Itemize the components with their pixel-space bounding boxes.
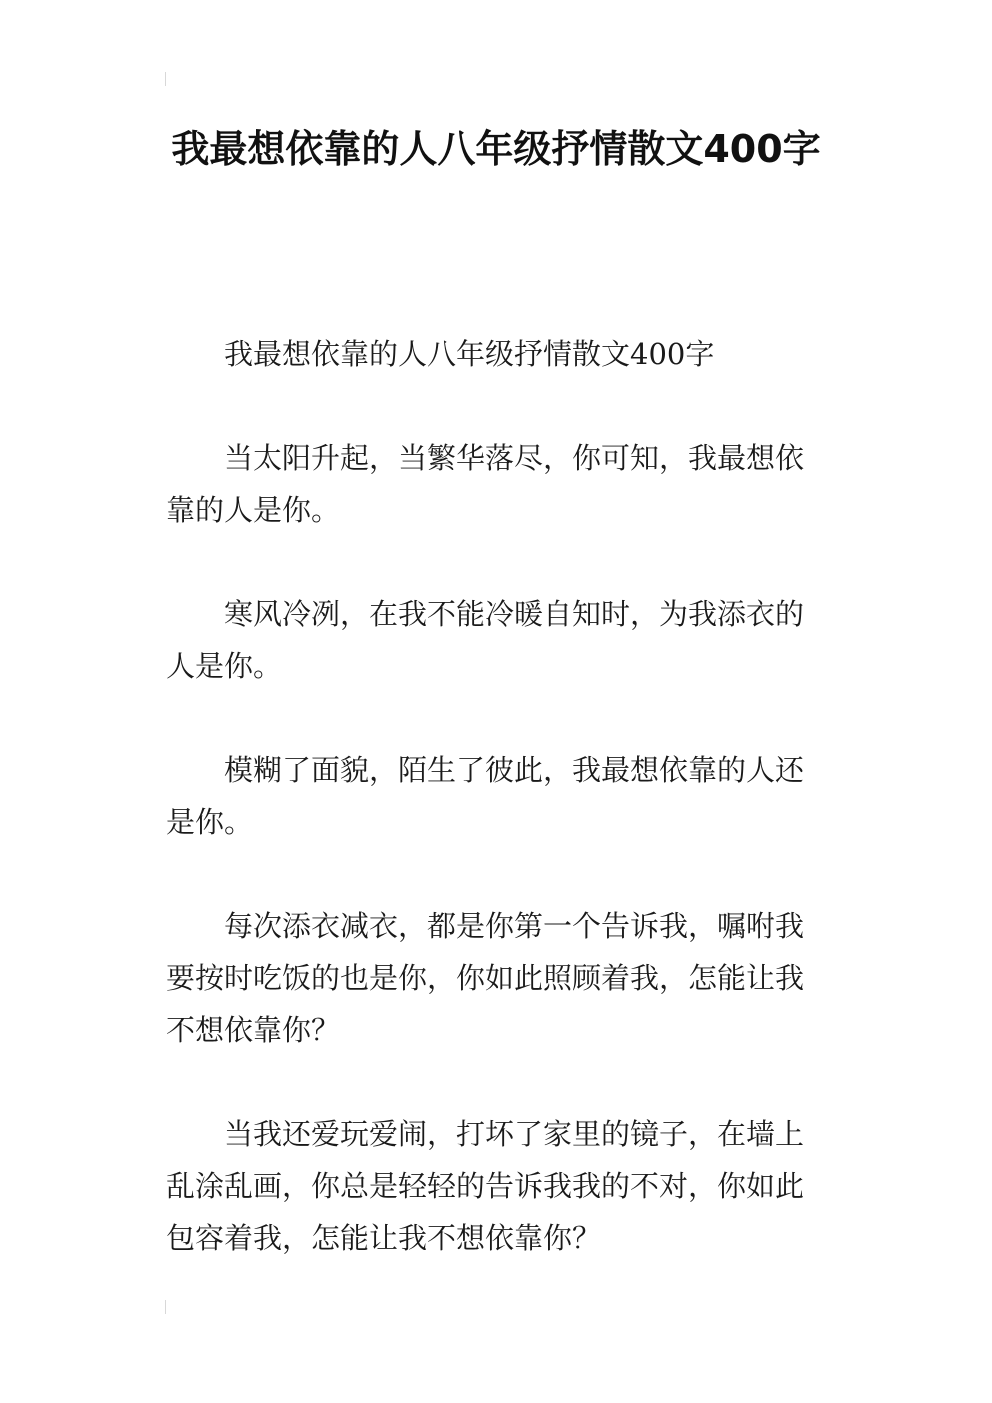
document-body [166, 328, 830, 1316]
top-margin-mark [165, 72, 166, 86]
paragraph: 寒风冷冽，在我不能冷暖自知时，为我添衣的人是你。 [166, 597, 805, 683]
paragraph: 模糊了面貌，陌生了彼此，我最想依靠的人还是你。 [166, 753, 805, 839]
document-subtitle: 我最想依靠的人八年级抒情散文400字 [224, 337, 715, 371]
bottom-margin-mark [165, 1300, 166, 1314]
paragraph: 当我还爱玩爱闹，打坏了家里的镜子，在墙上乱涂乱画，你总是轻轻的告诉我我的不对，你如此包容着我，怎能让我不想依靠你？ [166, 1117, 805, 1255]
document-title: 我最想依靠的人八年级抒情散文400字 [171, 127, 821, 171]
paragraph: 每次添衣减衣，都是你第一个告诉我，嘱咐我要按时吃饭的也是你，你如此照顾着我，怎能让我不想依靠你？ [166, 909, 805, 1047]
paragraph: 当太阳升起，当繁华落尽，你可知，我最想依靠的人是你。 [166, 441, 805, 527]
